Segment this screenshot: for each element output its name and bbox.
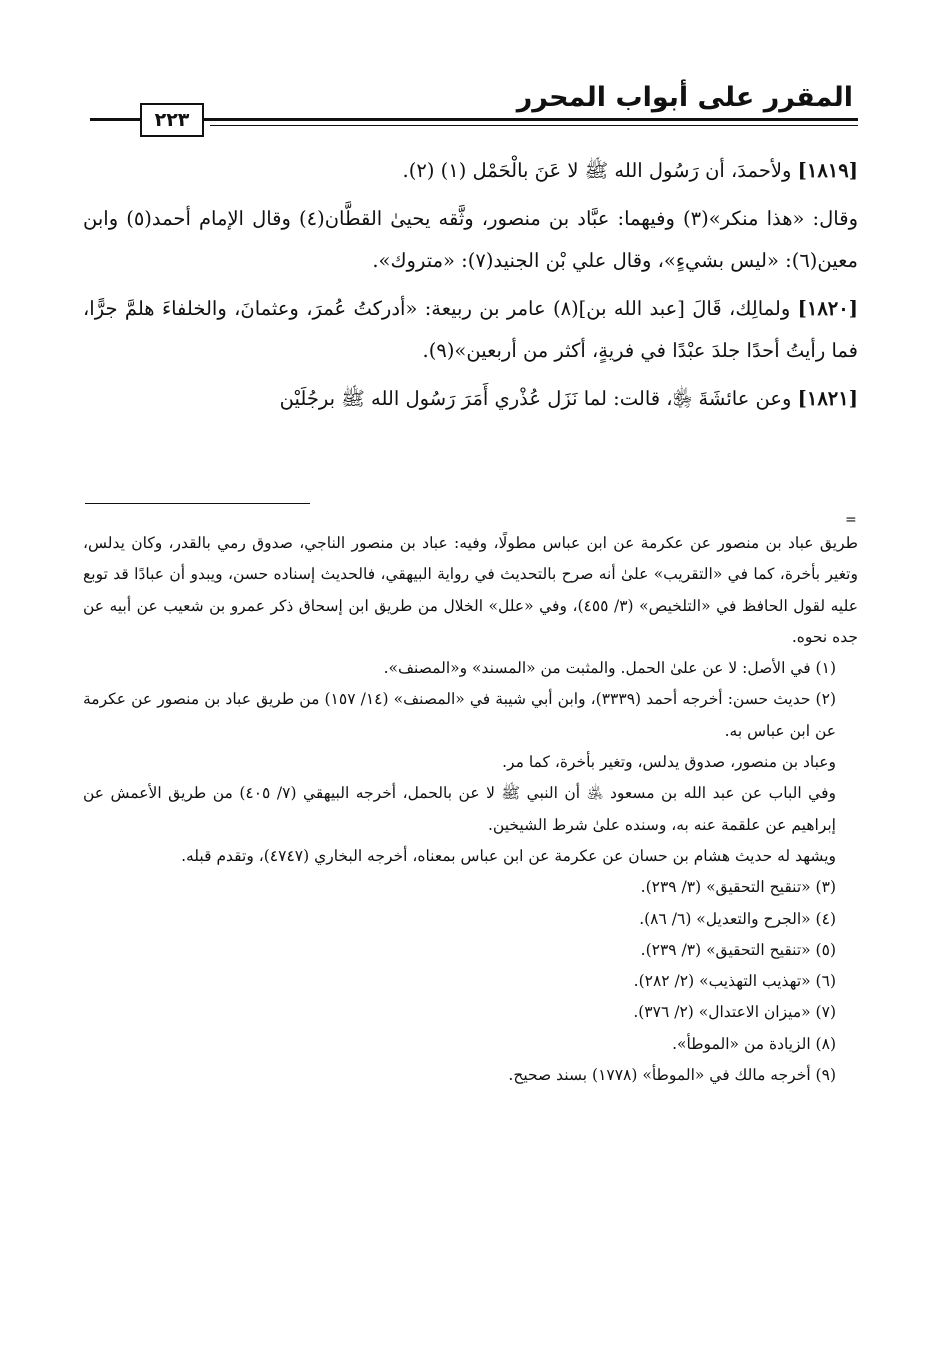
- commentary-text: وقال: «هذا منكر»(٣) وفيهما: عبَّاد بن منصور، وثَّقه يحيىٰ القطَّان(٤) وقال الإمام أحمد(٥) وابن معين(٦): «ليس بشيءٍ»، وقال علي بْن الجنيد(٧): «متروك».: [83, 207, 858, 272]
- running-title: المقرر على أبواب المحرر: [516, 82, 853, 113]
- footnote-line: طريق عباد بن منصور عن عكرمة عن ابن عباس مطولًا، وفيه: عباد بن منصور الناجي، صدوق رمي بالقدر، وكان يدلس، وتغير بأخرة، كما في «التقريب» علىٰ أنه صرح بالتحديث في رواية البيهقي، فالحديث إسناده حسن، ويبدو أن عبادًا قد توبع عليه لقول الحافظ في «التلخيص» (٣/ ٤٥٥)، وفي «علل» الخلال من طريق ابن إسحاق ذكر عمرو بن شعيب عن أبيه عن جده نحوه.: [83, 534, 858, 646]
- footnote-line: (٥) «تنقيح التحقيق» (٣/ ٢٣٩).: [640, 940, 836, 959]
- header-rule-thin: [210, 125, 858, 126]
- footnote-line: وعباد بن منصور، صدوق يدلس، وتغير بأخرة، كما مر.: [502, 753, 836, 772]
- hadith-paragraph: [83, 288, 858, 372]
- main-text: [83, 150, 858, 426]
- hadith-commentary: [83, 198, 858, 282]
- page-number: ٢٢٣: [140, 103, 204, 137]
- hadith-number: [١٨٢٠]: [797, 297, 858, 320]
- footnote-line: وفي الباب عن عبد الله بن مسعود ﵁ أن النبي ﷺ لا عن بالحمل، أخرجه البيهقي (٧/ ٤٠٥) من طريق الأعمش عن إبراهيم عن علقمة عنه به، وسنده علىٰ شرط الشيخين.: [83, 784, 836, 834]
- footnotes: [83, 528, 858, 1091]
- hadith-number: [١٨١٩]: [797, 159, 858, 182]
- footnote-line: (٦) «تهذيب التهذيب» (٢/ ٢٨٢).: [633, 972, 836, 991]
- footnote-line: (٢) حديث حسن: أخرجه أحمد (٣٣٣٩)، وابن أبي شيبة في «المصنف» (١٤/ ١٥٧) من طريق عباد بن منصور عن عكرمة عن ابن عباس به.: [83, 690, 836, 740]
- footnote-continuation-mark: =: [845, 512, 857, 528]
- footnote-line: (٧) «ميزان الاعتدال» (٢/ ٣٧٦).: [633, 1003, 836, 1022]
- hadith-paragraph: [83, 150, 858, 192]
- footnote-line: (١) في الأصل: لا عن علىٰ الحمل. والمثبت من «المسند» و«المصنف».: [383, 659, 836, 678]
- footnote-line: (٣) «تنقيح التحقيق» (٣/ ٢٣٩).: [640, 878, 836, 897]
- footnote-line: (٤) «الجرح والتعديل» (٦/ ٨٦).: [639, 909, 836, 928]
- footnote-line: (٩) أخرجه مالك في «الموطأ» (١٧٧٨) بسند صحيح.: [508, 1066, 836, 1085]
- hadith-text: ولمالِك، قَالَ [عبد الله بن](٨) عامر بن ربيعة: «أدركتُ عُمرَ، وعثمانَ، والخلفاءَ هلمَّ جرًّا، فما رأيتُ أحدًا جلدَ عبْدًا في فريةٍ، أكثر من أربعين»(٩).: [83, 297, 858, 362]
- hadith-number: [١٨٢١]: [797, 387, 858, 410]
- hadith-text: ولأحمدَ، أن رَسُول الله ﷺ لا عَنَ بالْحَمْل (١) (٢).: [402, 159, 792, 182]
- footnote-separator: [85, 503, 310, 504]
- hadith-text: وعن عائشَةَ ﵂، قالت: لما نَزَل عُذْري أَمَرَ رَسُول الله ﷺ برجُلَيْن: [279, 387, 792, 410]
- footnote-line: (٨) الزيادة من «الموطأ».: [672, 1034, 836, 1053]
- hadith-paragraph: [83, 378, 858, 420]
- footnote-line: ويشهد له حديث هشام بن حسان عن عكرمة عن ابن عباس بمعناه، أخرجه البخاري (٤٧٤٧)، وتقدم قبله.: [181, 846, 836, 865]
